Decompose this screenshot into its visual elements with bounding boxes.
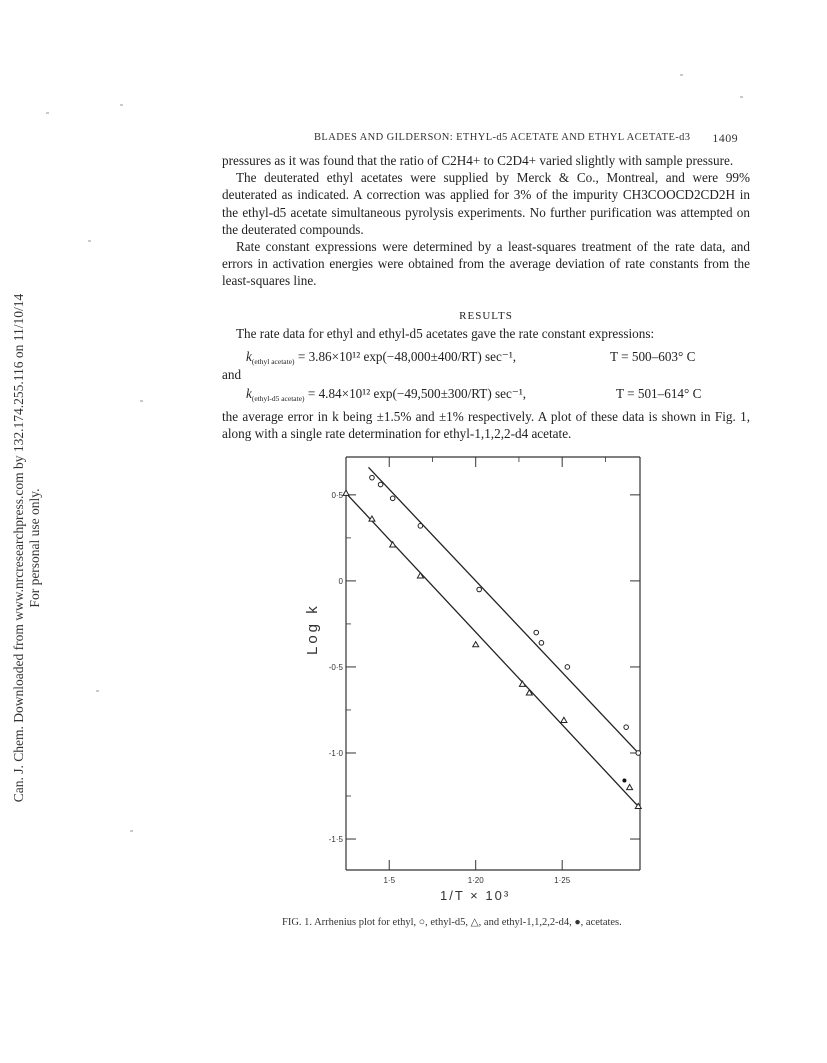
figure-caption: FIG. 1. Arrhenius plot for ethyl, ○, ethyl-d5, △, and ethyl-1,1,2,2-d4, ●, acetates.: [282, 917, 622, 928]
equation-temperature-range: T = 500–603° C: [610, 349, 696, 364]
data-point-circle: [370, 475, 375, 480]
scan-speck: [96, 690, 99, 692]
data-point-triangle: [473, 642, 479, 647]
data-point-circle: [565, 665, 570, 670]
figure-arrhenius-plot: [300, 445, 660, 905]
y-tick-label: -1·0: [328, 748, 343, 758]
fit-line-triangle: [346, 493, 638, 806]
scan-speck: [46, 112, 49, 114]
scan-speck: [140, 400, 143, 402]
x-tick-label: 1·5: [383, 876, 396, 885]
data-point-circle: [534, 630, 539, 635]
data-point-triangle: [561, 717, 567, 722]
scan-speck: [680, 74, 683, 76]
equation-ethyl-d5-acetate: [246, 386, 526, 403]
paragraph-deuterated: The deuterated ethyl acetates were supplied by Merck & Co., Montreal, and were 99% deuterated as indicated. A correction was applied for 3% of the impurity CH3COOCD2CD2H in the ethyl-d5 acetate simultaneous pyrolysis experiments. No further purification was attempted on the deuterated compounds.: [222, 170, 750, 237]
data-point-triangle: [627, 784, 633, 789]
download-watermark: [6, 278, 48, 818]
data-point-circle: [390, 496, 395, 501]
y-tick-label: -1·5: [328, 835, 343, 845]
x-axis-label: 1/T × 10³: [440, 888, 511, 903]
data-point-circle: [636, 751, 641, 756]
scan-speck: [88, 240, 91, 242]
rate-symbol: k: [246, 349, 252, 364]
paragraph-rate-constants: Rate constant expressions were determined by a least-squares treatment of the rate data, and errors in activation energies were obtained from the average deviation of rate constants from the least-squares line.: [222, 239, 750, 289]
x-tick-label: 1·20: [467, 876, 484, 885]
data-point-circle: [539, 641, 544, 646]
watermark-line-use: For personal use only.: [27, 488, 42, 608]
y-tick-label: -0·5: [328, 662, 343, 672]
scan-speck: [130, 830, 133, 832]
equation-expression: = 4.84×10¹² exp(−49,500±300/RT) sec⁻¹,: [307, 386, 527, 401]
data-point-circle: [624, 725, 629, 730]
equation-subscript: (ethyl acetate): [251, 357, 295, 366]
data-point-triangle: [390, 542, 396, 547]
results-paragraph: [222, 408, 750, 442]
data-point-circle: [477, 587, 482, 592]
y-tick-label: 0·5: [331, 490, 343, 500]
equation-temperature-range: T = 501–614° C: [616, 386, 702, 401]
data-point-filled-circle: [622, 779, 626, 783]
equation-expression: = 3.86×10¹² exp(−48,000±400/RT) sec⁻¹,: [297, 349, 517, 364]
x-tick-label: 1·25: [554, 876, 571, 885]
scan-speck: [120, 104, 123, 106]
data-point-circle: [418, 524, 423, 529]
y-axis-label: Log k: [304, 603, 321, 655]
fit-line-circle: [368, 467, 638, 753]
data-point-circle: [378, 482, 383, 487]
running-title: BLADES AND GILDERSON: ETHYL-d5 ACETATE AND ETHYL ACETATE-d3: [314, 132, 691, 143]
running-head: [222, 128, 750, 148]
page-number: 1409: [712, 131, 738, 145]
y-tick-label: 0: [338, 576, 343, 586]
section-heading-results: RESULTS: [459, 310, 513, 322]
paragraph-average-error: the average error in k being ±1.5% and ±1% respectively. A plot of these data is shown in Fig. 1, along with a single rate determination for ethyl-1,1,2,2-d4 acetate.: [222, 409, 750, 442]
equation-ethyl-acetate: [246, 349, 516, 366]
arrhenius-chart: [300, 445, 660, 885]
data-point-triangle: [343, 490, 349, 495]
scan-speck: [740, 96, 743, 98]
rate-symbol: k: [246, 386, 252, 401]
paragraph-pressures: pressures as it was found that the ratio of C2H4+ to C2D4+ varied slightly with sample pressure.: [222, 153, 734, 168]
watermark-line-source: Can. J. Chem. Downloaded from www.nrcresearchpress.com by 132.174.255.116 on 11/10/14: [11, 293, 26, 803]
results-intro: The rate data for ethyl and ethyl-d5 acetates gave the rate constant expressions:: [236, 326, 655, 341]
conjunction-and: and: [222, 367, 242, 382]
equation-subscript: (ethyl-d5 acetate): [251, 394, 305, 403]
body-text: [222, 152, 750, 290]
